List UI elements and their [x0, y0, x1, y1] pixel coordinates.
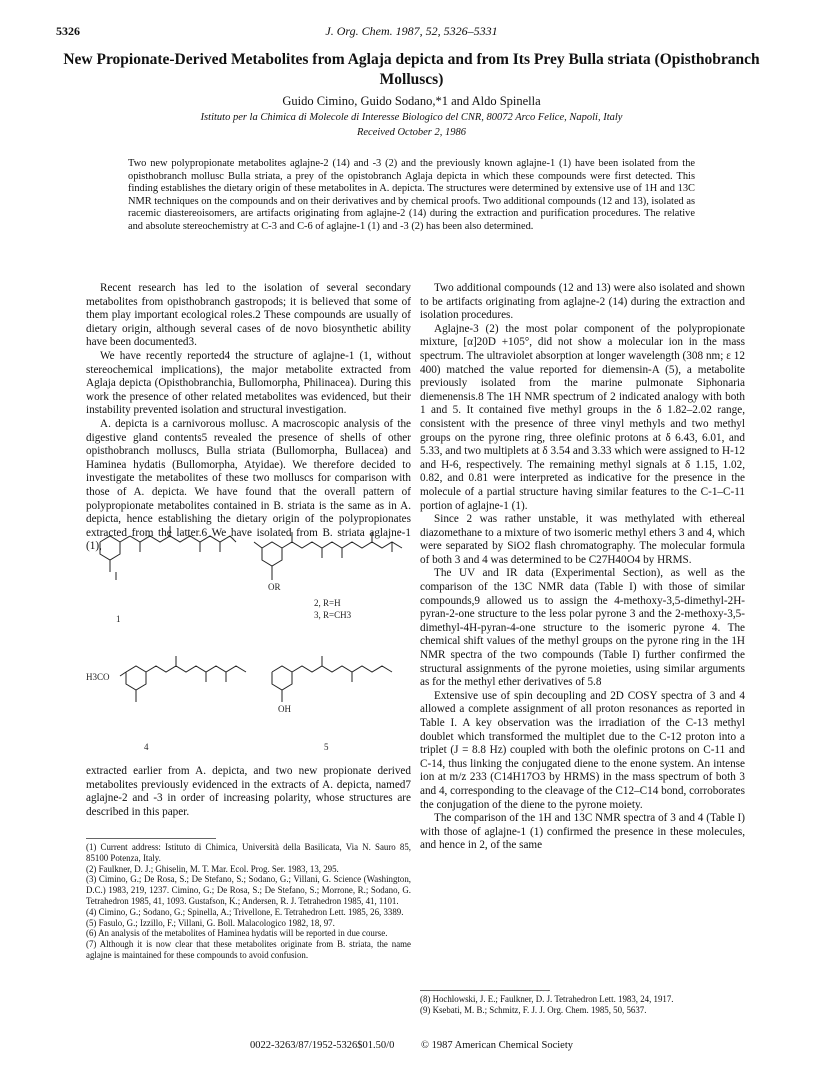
paragraph: The comparison of the 1H and 13C NMR spectra of 3 and 4 (Table I) with those of aglajne-1 (1) confirmed the presence in these molecules, and hence in 2, of the same: [420, 812, 745, 852]
compound-label: 4: [144, 742, 149, 752]
footnote: (1) Current address: Istituto di Chimica, Università della Basilicata, Via N. Sauro 85, 85100 Potenza, Italy.: [86, 842, 411, 863]
paragraph: Two additional compounds (12 and 13) were also isolated and shown to be artifacts originating from aglajne-2 (14) during the extraction and isolation procedures.: [420, 282, 745, 322]
copyright: © 1987 American Chemical Society: [420, 1040, 574, 1051]
paragraph: We have recently reported4 the structure of aglajne-1 (1, without stereochemical implications), the major metabolite extracted from Aglaja depicta (Opisthobranchia, Bullomorpha, Philinacea). During this work the presence of other related metabolites was evidenced, but their instability prevented isolation and structural investigation.: [86, 349, 411, 417]
received-date: Received October 2, 1986: [356, 127, 467, 138]
right-column: [420, 282, 745, 853]
footnote: (3) Cimino, G.; De Rosa, S.; De Stefano, S.; Sodano, G.; Villani, G. Science (Washington, D.C.) 1983, 219, 1237. Cimino, G.; De Rosa, S.; De Stefano, S.; Morrone, R.; Sodano, G. Tetrahedron 1985, 41, 1093. Gustafson, K.; Andersen, R. J. Tetrahedron 1985, 41, 1101.: [86, 874, 411, 906]
left-column: [86, 282, 411, 554]
article-code: 0022-3263/87/1952-5326$01.50/0: [249, 1040, 395, 1051]
footnote: (8) Hochlowski, J. E.; Faulkner, D. J. Tetrahedron Lett. 1983, 24, 1917.: [420, 994, 674, 1004]
paragraph: Since 2 was rather unstable, it was methylated with ethereal diazomethane to a mixture of two isomeric methyl ethers 3 and 4, which were separated by SiO2 flash chromatography. The molecular formula of both 3 and 4 was determined to be C27H40O4 by HRMS.: [420, 513, 745, 566]
footnote-divider: [86, 838, 216, 839]
substituent-label: OH: [278, 704, 291, 714]
structure-2-3: [254, 532, 402, 580]
paragraph: Recent research has led to the isolation of several secondary metabolites from opisthobranch gastropods; it is believed that some of them play important ecological roles.2 These compounds are usually of dietary origin, although several cases of de novo biosynthetic ability have been documented3.: [86, 282, 411, 349]
footnotes-left: [86, 842, 411, 961]
compound-label: 2, R=H: [314, 598, 341, 608]
paragraph: Aglajne-3 (2) the most polar component of the polypropionate mixture, [α]20D +105°, did not show a molecular ion in the mass spectrum. The ultraviolet absorption at longer wavelength (308 nm; ε 12 400) matched the value reported for diemensin-A (5), a metabolite previously isolated from the marine pulmonate Siphonaria diemenensis.8 The 1H NMR spectrum of 2 indicated analogy with both 1 and 5. It contained five methyl groups in the δ 1.82–2.02 range, consistent with the presence of three vinyl methyls and two methyl groups on the pyrone ring, three olefinic protons at δ 6.43, 6.01, and 5.33, and two multiplets at δ 3.54 and 3.33 which were assigned to H-12 and H-6, respectively. The remaining methyl signals at δ 1.15, 1.02, 0.82, and 0.81 were interpreted as indicative for the presence in the molecule of a partial structure having similar features to the C-1–C-11 portion of aglajne-1 (1).: [420, 322, 745, 512]
page-number: 5326: [56, 24, 80, 38]
paragraph: The UV and IR data (Experimental Section), as well as the comparison of the 13C NMR data (Table I) with those of similar compounds,9 allowed us to assign the 4-methoxy-3,5-dimethyl-2H-pyran-2-one structure to the less polar pyrone 3 and the 2-methoxy-3,5-dimethyl-4H-pyran-4-one structure to the isomeric pyrone 4. The chemical shift values of the methyl groups on the pyrone ring in the 1H NMR spectra of the two compounds (Table I) further confirmed the structural assignments of the pyrone moieties, using similar arguments as for the methyl ether derivatives of 5.8: [420, 567, 745, 689]
footnote-divider: [420, 990, 550, 991]
article-title: New Propionate-Derived Metabolites from Aglaja depicta and from Its Prey Bulla striata (Opisthobranch Molluscs): [63, 51, 760, 88]
compound-label: 3, R=CH3: [314, 610, 352, 620]
footnote: (5) Fasulo, G.; Izzillo, F.; Villani, G. Boll. Malacologico 1982, 18, 97.: [86, 917, 335, 928]
footnote: (2) Faulkner, D. J.; Ghiselin, M. T. Mar. Ecol. Prog. Ser. 1983, 13, 295.: [86, 863, 339, 874]
structure-4: [120, 656, 246, 702]
affiliation: Istituto per la Chimica di Molecole di Interesse Biologico del CNR, 80072 Arco Felice, Napoli, Italy: [200, 112, 623, 123]
left-column-continued: [86, 765, 411, 819]
compound-label: 1: [116, 614, 121, 624]
footnote: (9) Ksebati, M. B.; Schmitz, F. J. J. Org. Chem. 1985, 50, 5637.: [420, 1004, 647, 1015]
footnote: (6) An analysis of the metabolites of Haminea hydatis will be reported in due course.: [86, 928, 388, 939]
abstract: Two new polypropionate metabolites aglajne-2 (14) and -3 (2) and the previously known aglajne-1 (1) have been isolated from the opisthobranch mollusc Bulla striata, a prey of the opistobranch Aglaja depicta in which these compounds were first detected. This finding establishes the dietary origin of these metabolites in A. depicta. The structures were determined by extensive use of 1H and 13C NMR techniques on the compounds and on their derivatives and by chemical proofs. Two additional compounds (12 and 13), isolated as racemic diastereoisomers, are artifacts originating from aglajne-2 (14) during the extraction and purification procedures. The relative and absolute stereochemistry at C-3 and C-6 of aglajne-1 (1) and -3 (2) has been also determined.: [128, 158, 695, 232]
running-header: [56, 24, 767, 44]
structure-1: [100, 526, 236, 580]
structure-5: [272, 656, 392, 702]
chemical-structures-figure: [86, 522, 412, 758]
substituent-label: H3CO: [86, 672, 110, 682]
footnote: (4) Cimino, G.; Sodano, G.; Spinella, A.; Trivellone, E. Tetrahedron Lett. 1985, 26, 3389.: [86, 906, 404, 917]
compound-label: 5: [324, 742, 329, 752]
paragraph: A. depicta is a carnivorous mollusc. A macroscopic analysis of the digestive gland contents5 revealed the presence of shells of other opisthobranch molluscs, Bulla striata (Bullomorpha, Bullacea) and Haminea hydatis (Bullomorpha, Atyidae). We therefore decided to investigate the metabolites of these two molluscs for comparison with those of A. depicta. We have found that the overall pattern of polypropionate metabolites contained in B. striata is the same as in A. depicta, hence establishing the dietary origin of the polypropionates extracted from the latter.6 We have isolated from B. striata aglajne-1 (1),: [86, 417, 411, 553]
footnote: (7) Although it is now clear that these metabolites originate from B. striata, the name aglajne is maintained for these compounds to avoid confusion.: [86, 939, 411, 960]
page-footer: [0, 1040, 823, 1051]
paragraph: Extensive use of spin decoupling and 2D COSY spectra of 3 and 4 allowed a complete assignment of all proton resonances as reported in Table I. A key observation was the irradiation of the C-13 methyl doublet which transformed the multiplet due to the C-12 proton into a triplet (J = 8.8 Hz) coupled with both the olefinic protons on C-11 and C-14, thus linking the conjugated diene to the enone system. An intense ion at m/z 233 (C14H17O3 by HRMS) in the mass spectrum of both 3 and 4, corresponding to the cleavage of the C12–C14 bond, corroborates the conjugation of the diene to the pyrone moiety.: [420, 689, 745, 811]
footnotes-right: [420, 994, 745, 1016]
paragraph: extracted earlier from A. depicta, and two new propionate derived metabolites previously evidenced in the extracts of A. depicta, named7 aglajne-2 and -3 in order of increasing polarity, whose structures are described in this paper.: [86, 765, 411, 818]
author-list: Guido Cimino, Guido Sodano,*1 and Aldo Spinella: [282, 94, 541, 108]
journal-citation: J. Org. Chem. 1987, 52, 5326–5331: [325, 24, 498, 38]
substituent-label: OR: [268, 582, 281, 592]
